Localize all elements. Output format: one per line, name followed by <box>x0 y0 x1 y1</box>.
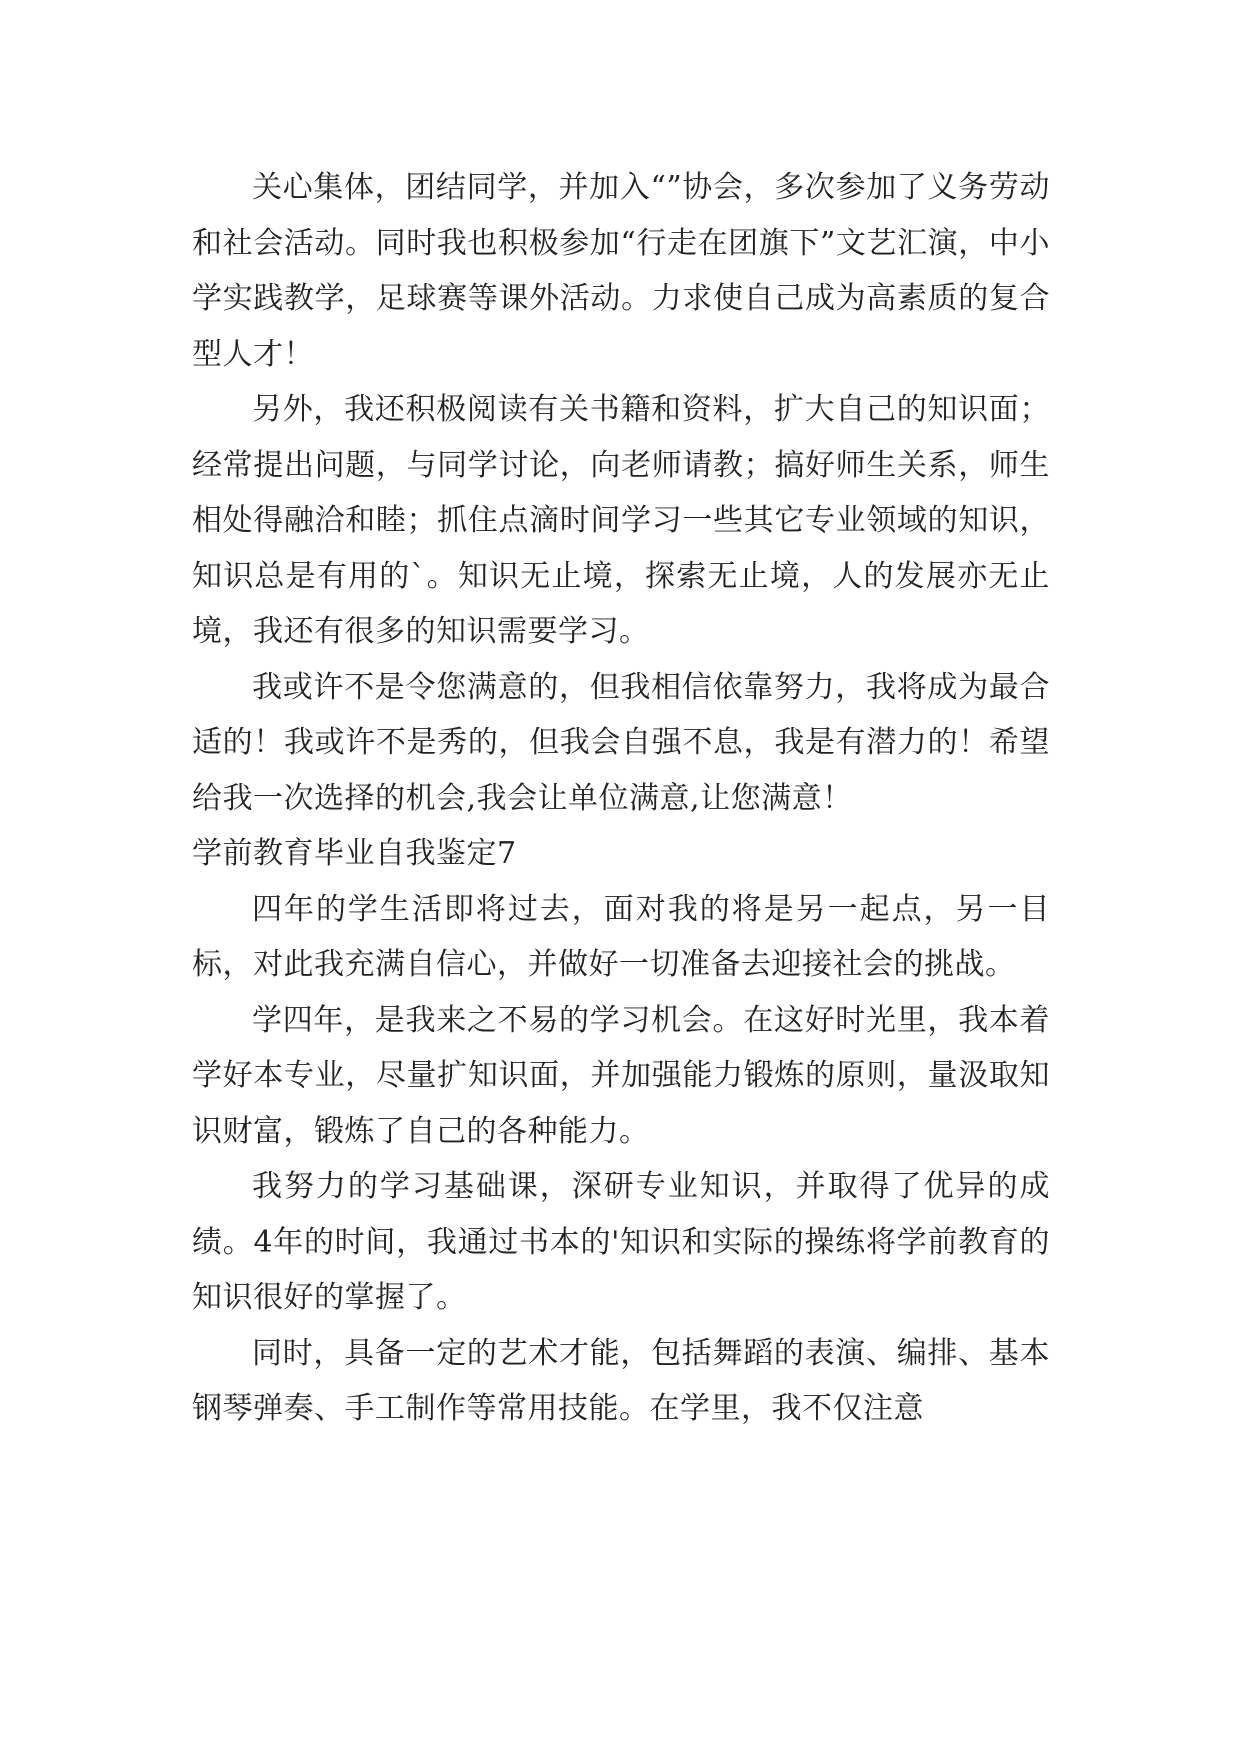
document-body <box>192 160 1050 1437</box>
paragraph-four-years: 四年的学生活即将过去，面对我的将是另一起点，另一目标，对此我充满自信心，并做好一切准备去迎接社会的挑战。 <box>192 891 1050 982</box>
paragraph-reading: 另外，我还积极阅读有关书籍和资料，扩大自己的知识面；经常提出问题，与同学讨论，向老师请教；搞好师生关系，师生相处得融洽和睦；抓住点滴时间学习一些其它专业领域的知识，知识总是有用的`。知识无止境，探索无止境，人的发展亦无止境，我还有很多的知识需要学习。 <box>192 392 1050 649</box>
paragraph-opportunity: 学四年，是我来之不易的学习机会。在这好时光里，我本着学好本专业，尽量扩知识面，并加强能力锻炼的原则，量汲取知识财富，锻炼了自己的各种能力。 <box>192 1002 1050 1149</box>
section-heading: 学前教育毕业自我鉴定7 <box>192 836 517 871</box>
paragraph-collective: 关心集体，团结同学，并加入“”协会，多次参加了义务劳动和社会活动。同时我也积极参加“行走在团旗下”文艺汇演，中小学实践教学，足球赛等课外活动。力求使自己成为高素质的复合型人才！ <box>192 170 1050 372</box>
paragraph-potential: 我或许不是令您满意的，但我相信依靠努力，我将成为最合适的！我或许不是秀的，但我会自强不息，我是有潜力的！希望给我一次选择的机会,我会让单位满意,让您满意！ <box>192 669 1050 816</box>
paragraph-skills: 同时，具备一定的艺术才能，包括舞蹈的表演、编排、基本钢琴弹奏、手工制作等常用技能。在学里，我不仅注意 <box>192 1335 1050 1426</box>
paragraph-study: 我努力的学习基础课，深研专业知识，并取得了优异的成绩。4年的时间，我通过书本的'知识和实际的操练将学前教育的知识很好的掌握了。 <box>192 1169 1050 1315</box>
